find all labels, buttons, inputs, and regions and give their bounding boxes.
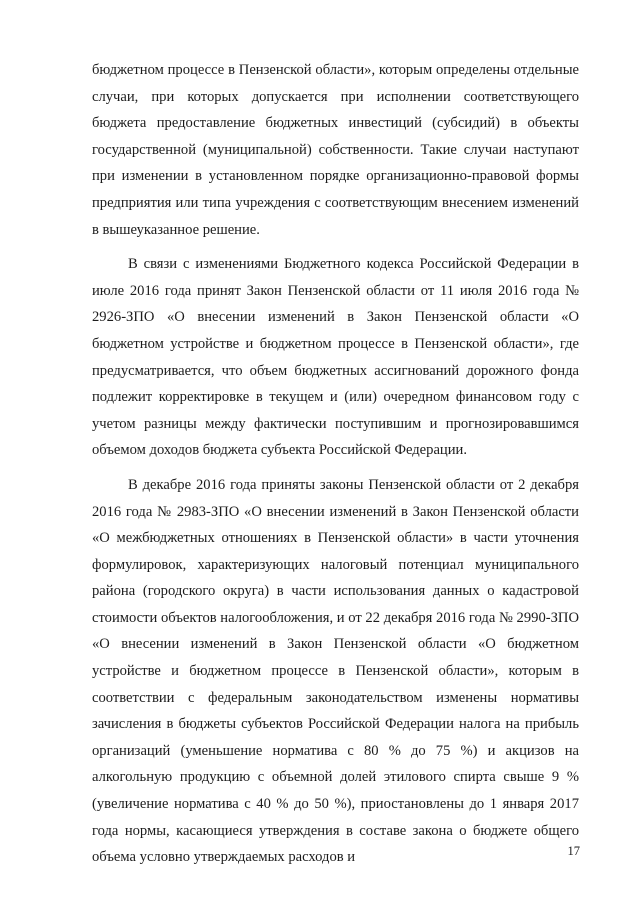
- paragraph-december-laws: В декабре 2016 года приняты законы Пензенской области от 2 декабря 2016 года № 2983-ЗПО «О внесении изменений в Закон Пензенской области «О межбюджетных отношениях в Пензенской области» в части уточнения формулировок, характеризующих налоговый потенциал муниципального района (городского округа) в части использования данных о кадастровой стоимости объектов налогообложения, и от 22 декабря 2016 года № 2990-ЗПО «О внесении изменений в Закон Пензенской области «О бюджетном устройстве и бюджетном процессе в Пензенской области», которым в соответствии с федеральным законодательством изменены нормативы зачисления в бюджеты субъектов Российской Федерации налога на прибыль организаций (уменьшение норматива с 80 % до 75 %) и акцизов на алкогольную продукцию с объемной долей этилового спирта свыше 9 % (увеличение норматива с 40 % до 50 %), приостановлены до 1 января 2017 года нормы, касающиеся утверждения в составе закона о бюджете общего объема условно утверждаемых расходов и: [92, 476, 579, 866]
- paragraph-continuation: бюджетном процессе в Пензенской области», которым определены отдельные случаи, при которых допускается при исполнении соответствующего бюджета предоставление бюджетных инвестиций (субсидий) в объекты государственной (муниципальной) собственности. Такие случаи наступают при изменении в установленном порядке организационно-правовой формы предприятия или типа учреждения с соответствующим внесением изменений в вышеуказанное решение.: [92, 62, 579, 238]
- paragraph-budget-code-changes: В связи с изменениями Бюджетного кодекса Российской Федерации в июле 2016 года принят Закон Пензенской области от 11 июля 2016 года № 2926-ЗПО «О внесении изменений в Закон Пензенской области «О бюджетном устройстве и бюджетном процессе в Пензенской области», где предусматривается, что объем бюджетных ассигнований дорожного фонда подлежит корректировке в текущем и (или) очередном финансовом году с учетом разницы между фактически поступившим и прогнозировавшимся объемом доходов бюджета субъекта Российской Федерации.: [92, 256, 579, 459]
- page-number: 17: [567, 844, 580, 858]
- document-page: [92, 57, 579, 871]
